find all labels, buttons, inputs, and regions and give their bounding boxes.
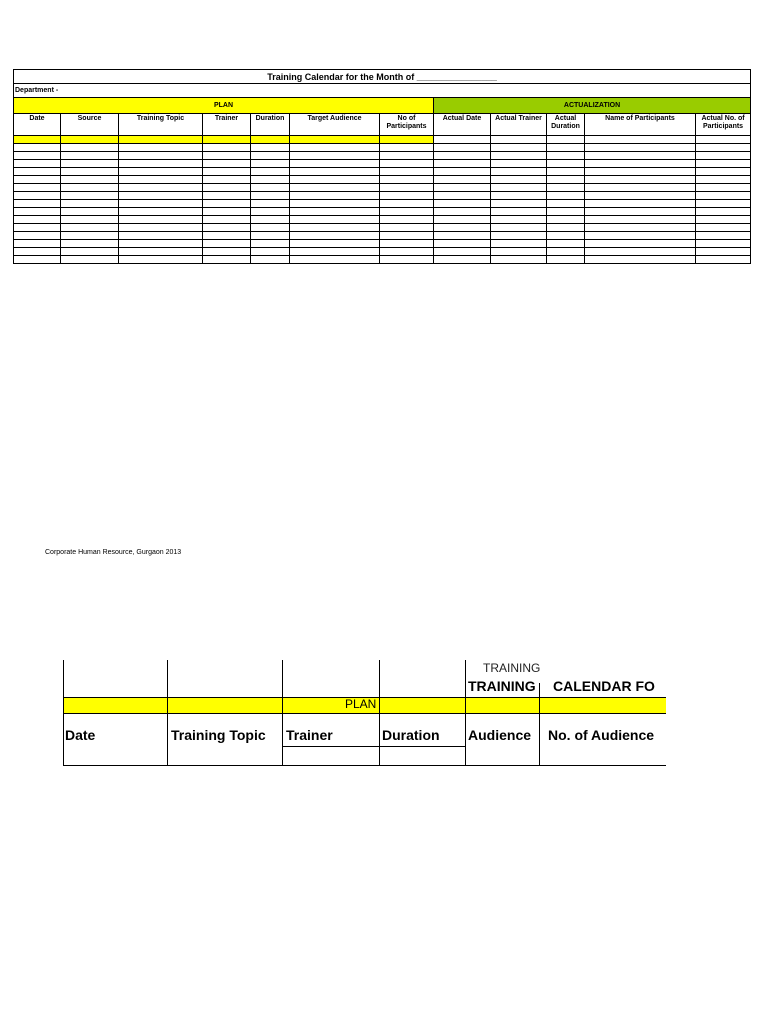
table-cell [14,184,61,192]
table-cell [380,144,434,152]
table-cell [585,248,696,256]
table-cell [547,224,585,232]
table-cell [696,240,751,248]
table-cell [491,152,547,160]
table-cell [380,160,434,168]
table-row [14,152,751,160]
table-cell [547,232,585,240]
table-cell [585,224,696,232]
table-cell [585,160,696,168]
table-row [14,224,751,232]
table-cell [696,200,751,208]
table-cell [251,224,290,232]
table-cell [203,168,251,176]
table-cell [251,152,290,160]
table-row [14,144,751,152]
table-row [14,184,751,192]
table-cell [119,144,203,152]
table-cell [251,248,290,256]
zoom-grid-line [539,683,540,766]
table-row [14,200,751,208]
table-cell [434,216,491,224]
table-row [14,256,751,264]
table-cell [547,184,585,192]
table-cell [251,160,290,168]
table-cell [119,216,203,224]
table-cell [585,144,696,152]
table-cell [696,216,751,224]
table-cell [61,136,119,144]
table-cell [547,144,585,152]
table-cell [61,248,119,256]
table-cell [251,192,290,200]
table-cell [251,136,290,144]
table-cell [380,152,434,160]
table-cell [585,136,696,144]
table-cell [14,144,61,152]
table-cell [14,200,61,208]
table-cell [290,144,380,152]
table-row [14,168,751,176]
table-cell [119,200,203,208]
zoom-plan-label: PLAN [345,697,377,711]
table-cell [491,240,547,248]
table-cell [61,160,119,168]
table-cell [696,160,751,168]
table-cell [119,160,203,168]
table-cell [119,224,203,232]
table-cell [380,248,434,256]
table-cell [290,176,380,184]
table-cell [585,232,696,240]
table-cell [491,184,547,192]
table-cell [14,160,61,168]
table-cell [290,136,380,144]
table-cell [696,232,751,240]
actualization-section-header: ACTUALIZATION [434,98,751,114]
table-cell [14,192,61,200]
table-cell [14,168,61,176]
table-cell [547,216,585,224]
table-row [14,232,751,240]
col-header-date: Date [14,114,61,136]
table-cell [119,168,203,176]
table-cell [585,184,696,192]
table-cell [119,232,203,240]
zoom-header-date: Date [65,727,96,743]
table-cell [203,160,251,168]
table-cell [380,240,434,248]
table-cell [491,256,547,264]
table-cell [290,240,380,248]
table-cell [251,200,290,208]
calendar-title: Training Calendar for the Month of ________________ [14,70,751,84]
table-cell [290,256,380,264]
table-cell [547,240,585,248]
zoom-header-training-topic: Training Topic [171,727,266,743]
table-cell [119,192,203,200]
table-cell [434,192,491,200]
table-cell [61,144,119,152]
table-cell [585,152,696,160]
table-cell [119,208,203,216]
table-cell [14,240,61,248]
table-cell [434,136,491,144]
table-cell [251,232,290,240]
zoom-ghost-title: TRAINING [483,661,541,675]
table-cell [119,240,203,248]
table-row [14,248,751,256]
footer-note: Corporate Human Resource, Gurgaon 2013 [45,549,182,556]
zoom-grid-line [282,746,466,747]
col-header-no-of-participants: No of Participants [380,114,434,136]
col-header-trainer: Trainer [203,114,251,136]
table-cell [14,216,61,224]
plan-section-header: PLAN [14,98,434,114]
zoom-header-no-of-audience: No. of Audience [548,727,655,743]
table-cell [14,152,61,160]
table-cell [696,152,751,160]
table-cell [61,216,119,224]
table-cell [251,208,290,216]
table-cell [61,176,119,184]
table-cell [61,168,119,176]
table-cell [434,248,491,256]
table-cell [203,144,251,152]
table-cell [251,184,290,192]
col-header-training-topic: Training Topic [119,114,203,136]
table-cell [696,144,751,152]
table-cell [491,232,547,240]
table-cell [696,192,751,200]
table-cell [14,256,61,264]
table-cell [290,168,380,176]
table-cell [251,256,290,264]
table-cell [251,240,290,248]
col-header-source: Source [61,114,119,136]
table-cell [14,208,61,216]
table-cell [290,248,380,256]
table-cell [203,224,251,232]
department-label: Department - [14,84,751,98]
table-cell [290,160,380,168]
table-cell [380,176,434,184]
table-cell [491,144,547,152]
table-cell [547,192,585,200]
table-row [14,136,751,144]
table-cell [434,184,491,192]
table-row [14,160,751,168]
table-cell [61,232,119,240]
table-cell [380,216,434,224]
table-cell [119,152,203,160]
table-cell [491,200,547,208]
table-cell [203,232,251,240]
table-row [14,240,751,248]
table-cell [290,232,380,240]
table-cell [585,216,696,224]
table-cell [547,256,585,264]
table-cell [434,256,491,264]
zoom-header-audience: Audience [468,727,532,743]
table-cell [547,248,585,256]
zoom-title-part-2: CALENDAR FO [553,678,655,694]
table-cell [491,216,547,224]
table-cell [61,224,119,232]
zoom-header-trainer: Trainer [286,727,333,743]
table-cell [61,200,119,208]
table-cell [380,184,434,192]
table-cell [251,216,290,224]
table-cell [380,192,434,200]
table-cell [434,144,491,152]
col-header-duration: Duration [251,114,290,136]
table-cell [696,248,751,256]
table-cell [491,192,547,200]
table-cell [491,168,547,176]
table-cell [14,248,61,256]
table-cell [696,208,751,216]
table-cell [585,208,696,216]
table-cell [203,256,251,264]
table-cell [491,160,547,168]
table-cell [290,216,380,224]
training-calendar-table [13,69,751,264]
table-cell [61,184,119,192]
table-cell [434,224,491,232]
table-cell [203,152,251,160]
table-cell [290,224,380,232]
table-cell [61,208,119,216]
table-cell [491,208,547,216]
table-cell [434,152,491,160]
table-cell [585,256,696,264]
table-cell [491,176,547,184]
table-cell [585,240,696,248]
col-header-actual-trainer: Actual Trainer [491,114,547,136]
table-cell [203,176,251,184]
table-cell [696,256,751,264]
table-cell [203,200,251,208]
col-header-target-audience: Target Audience [290,114,380,136]
table-row [14,192,751,200]
table-cell [203,192,251,200]
table-cell [380,136,434,144]
table-cell [380,224,434,232]
table-cell [491,248,547,256]
table-cell [434,240,491,248]
table-cell [251,176,290,184]
table-cell [547,208,585,216]
table-cell [14,232,61,240]
table-cell [290,184,380,192]
table-cell [434,176,491,184]
table-cell [585,200,696,208]
zoomed-table-preview [62,660,666,767]
col-header-actual-duration: Actual Duration [547,114,585,136]
table-cell [547,152,585,160]
table-cell [696,168,751,176]
table-cell [14,176,61,184]
table-cell [380,208,434,216]
table-cell [547,200,585,208]
table-cell [380,200,434,208]
table-row [14,176,751,184]
zoom-grid-line [63,713,666,714]
table-cell [585,168,696,176]
col-header-actual-no-of-participants: Actual No. of Participants [696,114,751,136]
table-cell [203,216,251,224]
table-cell [547,160,585,168]
table-cell [696,136,751,144]
table-row [14,208,751,216]
zoom-title-part-1: TRAINING [468,678,536,694]
table-cell [696,224,751,232]
table-cell [434,208,491,216]
table-cell [14,136,61,144]
table-cell [61,152,119,160]
table-cell [696,176,751,184]
table-cell [434,160,491,168]
table-cell [14,224,61,232]
table-cell [290,200,380,208]
table-cell [119,256,203,264]
zoom-grid-line [63,765,666,766]
table-cell [61,192,119,200]
table-cell [547,176,585,184]
table-cell [290,192,380,200]
table-cell [585,176,696,184]
table-cell [203,240,251,248]
table-cell [203,248,251,256]
col-header-actual-date: Actual Date [434,114,491,136]
table-cell [61,256,119,264]
table-cell [290,152,380,160]
table-cell [585,192,696,200]
table-cell [290,208,380,216]
table-cell [434,200,491,208]
table-cell [119,136,203,144]
table-cell [491,136,547,144]
zoom-header-duration: Duration [382,727,440,743]
table-cell [380,232,434,240]
table-cell [380,256,434,264]
table-cell [547,168,585,176]
table-cell [61,240,119,248]
col-header-name-of-participants: Name of Participants [585,114,696,136]
table-cell [434,232,491,240]
table-cell [696,184,751,192]
table-cell [119,176,203,184]
table-cell [203,208,251,216]
table-cell [380,168,434,176]
table-cell [203,184,251,192]
table-cell [434,168,491,176]
table-cell [491,224,547,232]
table-cell [119,248,203,256]
table-cell [119,184,203,192]
table-cell [203,136,251,144]
table-cell [547,136,585,144]
table-row [14,216,751,224]
table-cell [251,144,290,152]
table-cell [251,168,290,176]
